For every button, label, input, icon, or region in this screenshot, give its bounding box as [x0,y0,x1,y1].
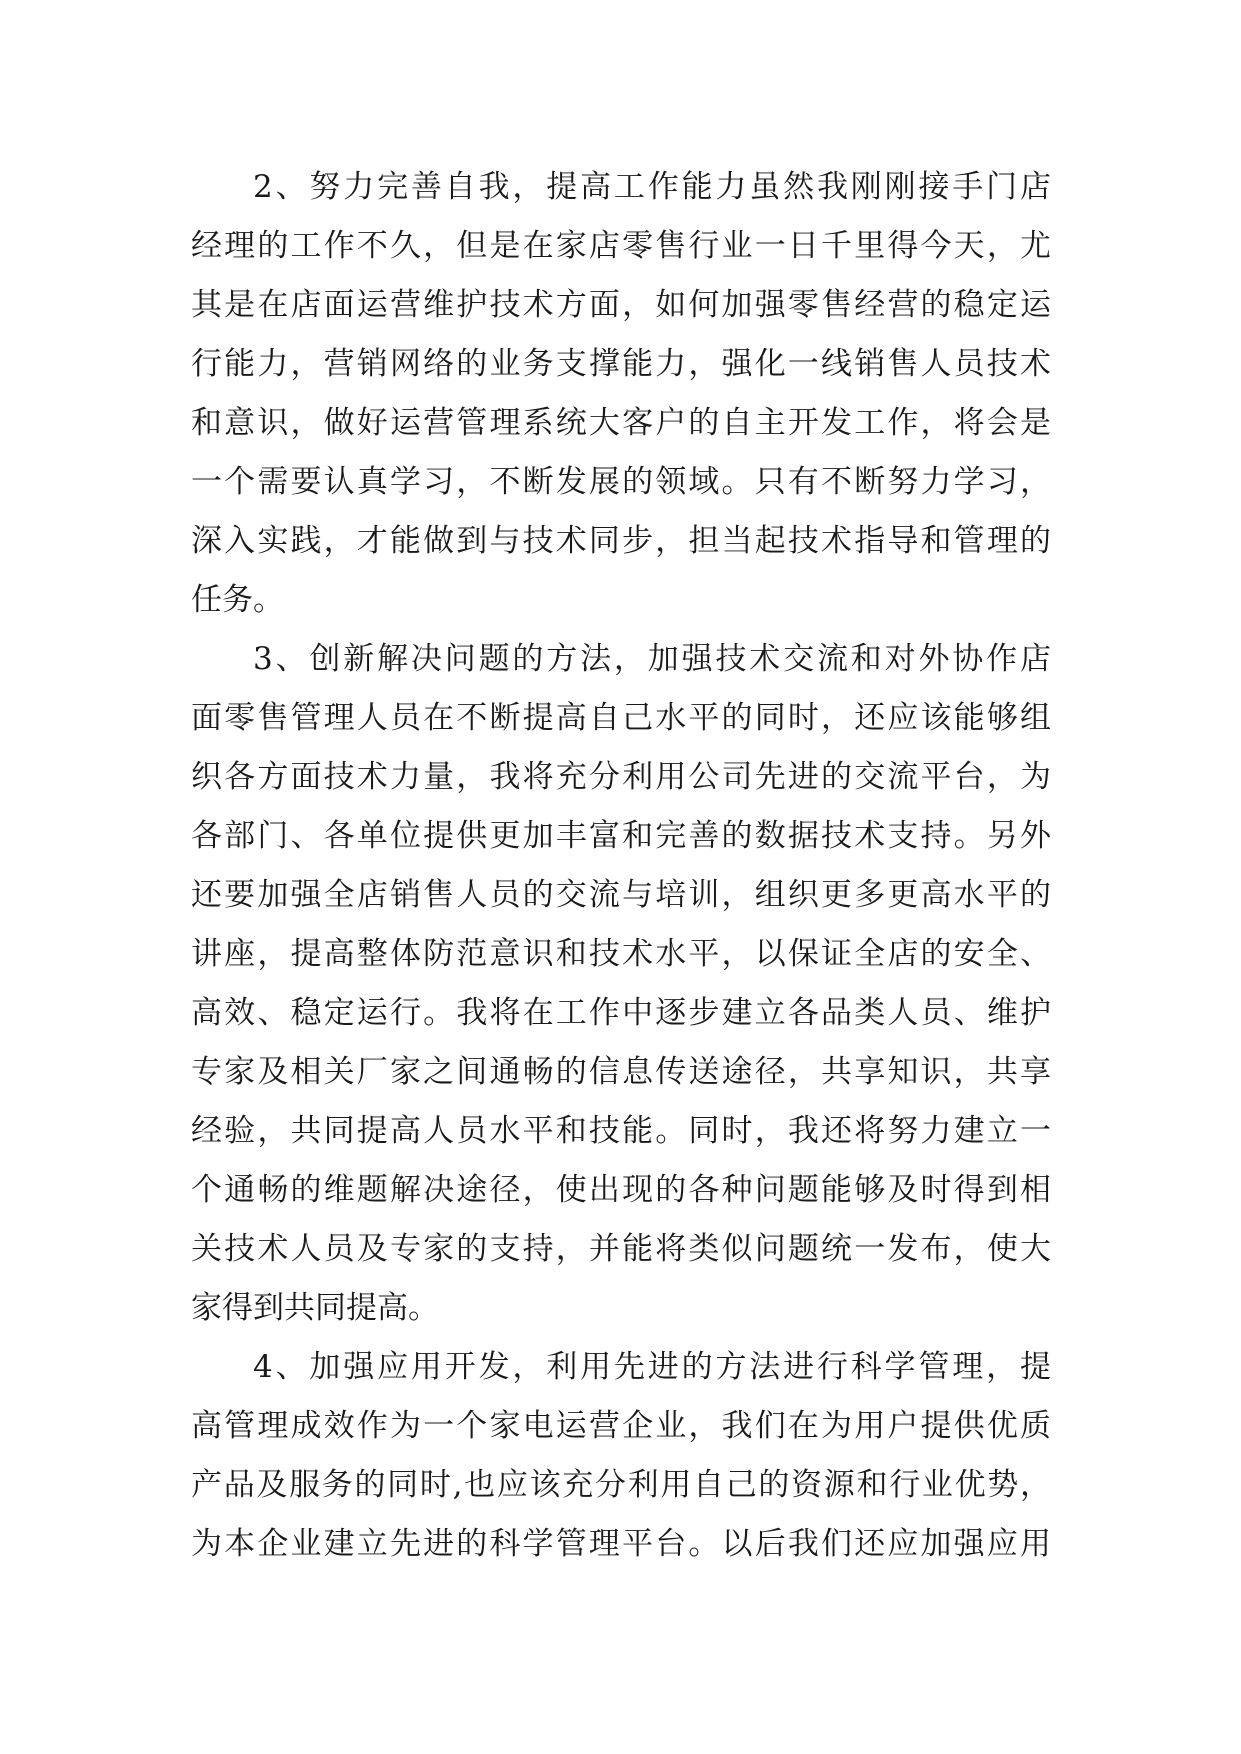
paragraph-2-line: 深入实践，才能做到与技术同步，担当起技术指导和管理的 [191,523,1051,559]
paragraph-2-line: 2、努力完善自我，提高工作能力虽然我刚刚接手门店 [253,169,1051,205]
paragraph-2-line: 和意识，做好运营管理系统大客户的自主开发工作，将会是 [191,405,1051,441]
paragraph-3-line: 经验，共同提高人员水平和技能。同时，我还将努力建立一 [191,1113,1051,1149]
paragraph-2-line: 其是在店面运营维护技术方面，如何加强零售经营的稳定运 [191,287,1051,323]
paragraph-3-line: 个通畅的维题解决途径，使出现的各种问题能够及时得到相 [191,1172,1051,1208]
paragraph-4-line: 4、加强应用开发，利用先进的方法进行科学管理，提 [253,1349,1051,1385]
paragraph-2-line: 经理的工作不久，但是在家店零售行业一日千里得今天，尤 [191,228,1051,264]
paragraph-3-line: 讲座，提高整体防范意识和技术水平，以保证全店的安全、 [191,936,1051,972]
paragraph-3-line: 织各方面技术力量，我将充分利用公司先进的交流平台，为 [191,759,1051,795]
paragraph-4-line: 高管理成效作为一个家电运营企业，我们在为用户提供优质 [191,1408,1051,1444]
paragraph-2-line: 一个需要认真学习，不断发展的领域。只有不断努力学习， [191,464,1051,500]
paragraph-3-line: 专家及相关厂家之间通畅的信息传送途径，共享知识，共享 [191,1054,1051,1090]
document-body [191,158,1051,1574]
paragraph-3-line: 3、创新解决问题的方法，加强技术交流和对外协作店 [253,641,1051,677]
paragraph-3-line: 各部门、各单位提供更加丰富和完善的数据技术支持。另外 [191,818,1051,854]
paragraph-4-line: 产品及服务的同时,也应该充分利用自己的资源和行业优势， [191,1467,1051,1503]
paragraph-3-line: 还要加强全店销售人员的交流与培训，组织更多更高水平的 [191,877,1051,913]
paragraph-3-line: 关技术人员及专家的支持，并能将类似问题统一发布，使大 [191,1231,1051,1267]
paragraph-2-line: 任务。 [191,582,284,618]
paragraph-2-line: 行能力，营销网络的业务支撑能力，强化一线销售人员技术 [191,346,1051,382]
paragraph-3-line: 高效、稳定运行。我将在工作中逐步建立各品类人员、维护 [191,995,1051,1031]
paragraph-3-line: 家得到共同提高。 [191,1290,439,1326]
paragraph-3-line: 面零售管理人员在不断提高自己水平的同时，还应该能够组 [191,700,1051,736]
paragraph-4-line: 为本企业建立先进的科学管理平台。以后我们还应加强应用 [191,1526,1051,1562]
